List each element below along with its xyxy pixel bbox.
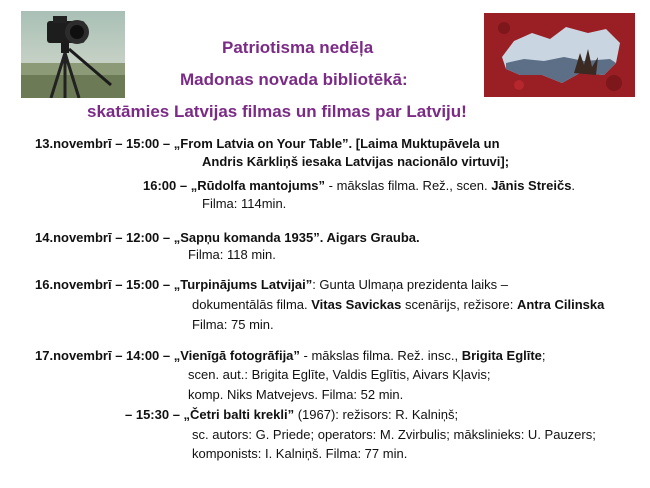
nov13-film2-desc: - mākslas filma. Rež., scen.	[325, 178, 492, 193]
nov16-film-writer: Vitas Savickas	[311, 297, 402, 312]
nov14-line-1	[35, 230, 420, 246]
nov17-film2-crew: sc. autors: G. Priede; operators: M. Zvirbulis; mākslinieks: U. Pauzers;	[192, 427, 596, 442]
nov17-film1-title: „Vienīgā fotogrāfija”	[173, 348, 300, 363]
nov17-film2-composer: komponists: I. Kalniņš. Filma: 77 min.	[192, 446, 408, 461]
nov16-film-title: „Turpinājums Latvijai”	[173, 277, 313, 292]
nov17-line-4	[125, 407, 458, 423]
nov16-film-director: Antra Cilinska	[516, 297, 605, 312]
nov13-film2-end: .	[571, 178, 576, 193]
nov17-film1-writers: scen. aut.: Brigita Eglīte, Valdis Eglītis, Aivars Kļavis;	[188, 367, 491, 382]
nov17-film1-desc: - mākslas filma. Rež. insc.,	[299, 348, 462, 363]
nov17-film2-title: „Četri balti krekli”	[183, 407, 295, 422]
nov14-film-length: Filma: 118 min.	[188, 247, 276, 262]
nov13-film2-length: Filma: 114min.	[202, 196, 287, 211]
nov16-film-desc2-b: scenārijs, režisore:	[401, 297, 517, 312]
nov16-film-desc: : Gunta Ulmaņa prezidenta laiks –	[312, 277, 509, 292]
nov13-film1-desc-a: [Laima Muktupāvela un	[352, 136, 500, 151]
nov13-date-time: 13.novembrī – 15:00 –	[35, 136, 174, 151]
nov16-film-desc2-a: dokumentālās filma.	[192, 297, 312, 312]
nov17-film2-desc: (1967): režisors: R. Kalniņš;	[294, 407, 459, 422]
latvia-map-shaped-landscape-icon	[484, 13, 635, 97]
nov16-line-1	[35, 277, 508, 293]
nov16-film-length: Filma: 75 min.	[192, 317, 274, 332]
heading-line-3: skatāmies Latvijas filmas un filmas par Latviju!	[87, 102, 467, 121]
nov13-film2-title: „Rūdolfa mantojums”	[190, 178, 326, 193]
nov17-line-1	[35, 348, 546, 364]
camera-photo	[21, 11, 125, 98]
nov17-film1-director: Brigita Eglīte	[461, 348, 542, 363]
nov17-film1-composer: komp. Niks Matvejevs. Filma: 52 min.	[188, 387, 404, 402]
nov17-date-time: 17.novembrī – 14:00 –	[35, 348, 174, 363]
nov13-film2-director: Jānis Streičs	[491, 178, 572, 193]
heading-line-1: Patriotisma nedēļa	[222, 38, 374, 57]
nov13-time2: 16:00 –	[143, 178, 191, 193]
nov13-line-1	[35, 136, 500, 152]
nov17-time2: – 15:30 –	[125, 407, 184, 422]
nov14-date-time: 14.novembrī – 12:00 –	[35, 230, 174, 245]
nov14-film-director: Aigars Grauba.	[323, 230, 420, 245]
latvia-map-photo	[484, 13, 635, 97]
heading-line-2: Madonas novada bibliotēkā:	[180, 70, 408, 89]
nov16-date-time: 16.novembrī – 15:00 –	[35, 277, 174, 292]
camera-on-tripod-icon	[21, 11, 125, 98]
nov13-film1-title: „From Latvia on Your Table”.	[173, 136, 353, 151]
nov13-film1-desc-b: Andris Kārkliņš iesaka Latvijas nacionālo virtuvi];	[202, 154, 510, 169]
nov17-film1-end: ;	[541, 348, 546, 363]
nov13-line-3	[143, 178, 575, 194]
nov16-line-2	[192, 297, 604, 313]
nov14-film-title: „Sapņu komanda 1935”.	[173, 230, 324, 245]
